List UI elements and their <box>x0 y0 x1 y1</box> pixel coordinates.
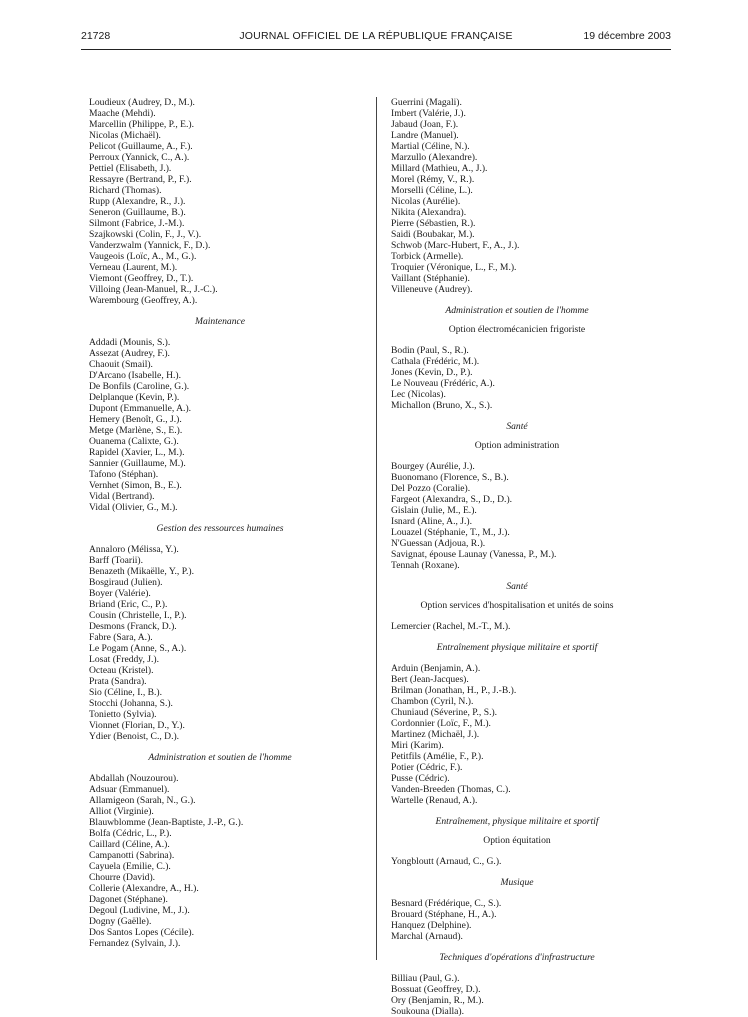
list-item: Warembourg (Geoffrey, A.). <box>89 295 198 306</box>
spacer <box>391 632 643 642</box>
name-list <box>391 345 643 411</box>
list-item: Collerie (Alexandre, A., H.). <box>89 883 199 894</box>
list-item: Cordonnier (Loïc, F., M.). <box>391 718 491 729</box>
list-item: Chourre (David). <box>89 872 156 883</box>
left-column <box>89 97 351 949</box>
list-item: Losat (Freddy, J.). <box>89 654 159 665</box>
list-item: Dupont (Emmanuelle, A.). <box>89 403 192 414</box>
list-item: Wartelle (Renaud, A.). <box>391 795 478 806</box>
section <box>391 632 643 806</box>
list-item: Lemercier (Rachel, M.-T., M.). <box>391 621 511 632</box>
list-item: Fabre (Sara, A.). <box>89 632 153 643</box>
list-item: Annaloro (Mélissa, Y.). <box>89 544 179 555</box>
list-item: Sio (Céline, I., B.). <box>89 687 163 698</box>
page-header <box>81 30 671 44</box>
list-item: Bourgey (Aurélie, J.). <box>391 461 475 472</box>
list-item: Isnard (Aline, A., J.). <box>391 516 472 527</box>
list-item: Delplanque (Kevin, P.). <box>89 392 180 403</box>
name-list <box>89 773 351 949</box>
list-item: Buonomano (Florence, S., B.). <box>391 472 509 483</box>
name-list <box>391 663 643 806</box>
list-item: Silmont (Fabrice, J.-M.). <box>89 218 185 229</box>
list-item: Jones (Kevin, D., P.). <box>391 367 473 378</box>
name-list <box>391 973 643 1017</box>
list-item: Sannier (Guillaume, M.). <box>89 458 186 469</box>
list-item: Pettiel (Elisabeth, J.). <box>89 163 172 174</box>
list-item: Vaillant (Stéphanie). <box>391 273 470 284</box>
name-list <box>89 337 351 513</box>
list-item: Octeau (Kristel). <box>89 665 154 676</box>
list-item: Szajkowski (Colin, F., J., V.). <box>89 229 202 240</box>
section-heading: Administration et soutien de l'homme <box>445 305 589 316</box>
spacer <box>391 846 643 856</box>
list-item: Schwob (Marc-Hubert, F., A., J.). <box>391 240 520 251</box>
section-heading: Techniques d'opérations d'infrastructure <box>439 952 595 963</box>
list-item: Louazel (Stéphanie, T., M., J.). <box>391 527 510 538</box>
list-item: Marzullo (Alexandre). <box>391 152 478 163</box>
section-heading: Santé <box>506 421 528 432</box>
list-item: Barff (Toarii). <box>89 555 144 566</box>
right-intro-list <box>391 97 643 295</box>
list-item: Arduin (Benjamin, A.). <box>391 663 481 674</box>
list-item: Cayuela (Emilie, C.). <box>89 861 171 872</box>
spacer <box>391 316 643 324</box>
list-item: Vidal (Olivier, G., M.). <box>89 502 178 513</box>
section <box>391 867 643 942</box>
list-item: Bodin (Paul, S., R.). <box>391 345 469 356</box>
list-item: Nicolas (Michaël). <box>89 130 161 141</box>
list-item: Hanquez (Delphine). <box>391 920 472 931</box>
publication-date: 19 décembre 2003 <box>583 30 671 42</box>
list-item: N'Guessan (Adjoua, R.). <box>391 538 486 549</box>
list-item: Richard (Thomas). <box>89 185 162 196</box>
spacer <box>391 295 643 305</box>
spacer <box>391 653 643 663</box>
list-item: D'Arcano (Isabelle, H.). <box>89 370 182 381</box>
spacer <box>391 335 643 345</box>
list-item: Potier (Cédric, F.). <box>391 762 463 773</box>
list-item: Briand (Eric, C., P.). <box>89 599 168 610</box>
list-item: Michallon (Bruno, X., S.). <box>391 400 493 411</box>
list-item: Billiau (Paul, G.). <box>391 973 460 984</box>
list-item: Degoul (Ludivine, M., J.). <box>89 905 190 916</box>
list-item: Fernandez (Sylvain, J.). <box>89 938 181 949</box>
section-heading: Entraînement, physique militaire et sportif <box>435 816 599 827</box>
spacer <box>89 513 351 523</box>
list-item: Imbert (Valérie, J.). <box>391 108 466 119</box>
journal-title: JOURNAL OFFICIEL DE LA RÉPUBLIQUE FRANÇAISE <box>239 30 513 42</box>
section <box>89 306 351 513</box>
section <box>391 942 643 1017</box>
list-item: Soukouna (Dialla). <box>391 1006 465 1017</box>
list-item: Savignat, épouse Launay (Vanessa, P., M.). <box>391 549 557 560</box>
list-item: Del Pozzo (Coralie). <box>391 483 471 494</box>
list-item: Miri (Karim). <box>391 740 444 751</box>
list-item: Bosgiraud (Julien). <box>89 577 163 588</box>
spacer <box>391 451 643 461</box>
right-sections <box>391 295 643 1017</box>
list-item: Brouard (Stéphane, H., A.). <box>391 909 497 920</box>
list-item: Cousin (Christelle, I., P.). <box>89 610 187 621</box>
spacer <box>391 963 643 973</box>
list-item: Allamigeon (Sarah, N., G.). <box>89 795 196 806</box>
section-heading: Santé <box>506 581 528 592</box>
list-item: Metge (Marlène, S., E.). <box>89 425 183 436</box>
spacer <box>391 867 643 877</box>
list-item: Loudieux (Audrey, D., M.). <box>89 97 195 108</box>
name-list <box>391 621 643 632</box>
list-item: Verneau (Laurent, M.). <box>89 262 178 273</box>
list-item: Gislain (Julie, M., E.). <box>391 505 477 516</box>
header-rule <box>81 49 671 50</box>
right-column <box>391 97 643 1017</box>
spacer <box>391 806 643 816</box>
spacer <box>391 942 643 952</box>
list-item: Viemont (Geoffrey, D., T.). <box>89 273 194 284</box>
list-item: Millard (Mathieu, A., J.). <box>391 163 488 174</box>
list-item: Morselli (Céline, L.). <box>391 185 473 196</box>
section <box>391 806 643 867</box>
list-item: Brilman (Jonathan, H., P., J.-B.). <box>391 685 517 696</box>
spacer <box>391 592 643 600</box>
list-item: Besnard (Frédérique, C., S.). <box>391 898 502 909</box>
list-item: Maache (Mehdi). <box>89 108 156 119</box>
list-item: Hemery (Benoît, G., J.). <box>89 414 182 425</box>
list-item: Nikita (Alexandra). <box>391 207 467 218</box>
spacer <box>89 763 351 773</box>
list-item: Perroux (Yannick, C., A.). <box>89 152 190 163</box>
spacer <box>391 411 643 421</box>
list-item: Ory (Benjamin, R., M.). <box>391 995 484 1006</box>
list-item: Vanden-Breeden (Thomas, C.). <box>391 784 511 795</box>
list-item: De Bonfils (Caroline, G.). <box>89 381 190 392</box>
list-item: Cathala (Frédéric, M.). <box>391 356 480 367</box>
section-option: Option électromécanicien frigoriste <box>448 324 586 335</box>
section <box>391 295 643 411</box>
list-item: Pierre (Sébastien, R.). <box>391 218 476 229</box>
section-heading: Maintenance <box>194 316 246 327</box>
list-item: Torbick (Armelle). <box>391 251 464 262</box>
section <box>391 411 643 571</box>
list-item: Vaugeois (Loïc, A., M., G.). <box>89 251 197 262</box>
column-divider <box>376 97 377 960</box>
list-item: Dos Santos Lopes (Cécile). <box>89 927 194 938</box>
list-item: Guerrini (Magali). <box>391 97 462 108</box>
section-heading: Gestion des ressources humaines <box>156 523 284 534</box>
list-item: Bert (Jean-Jacques). <box>391 674 469 685</box>
spacer <box>391 611 643 621</box>
list-item: Petitfils (Amélie, F., P.). <box>391 751 484 762</box>
list-item: Pusse (Cédric). <box>391 773 450 784</box>
list-item: Assezat (Audrey, F.). <box>89 348 170 359</box>
list-item: Morel (Rémy, V., R.). <box>391 174 475 185</box>
list-item: Lec (Nicolas). <box>391 389 446 400</box>
list-item: Vernhet (Simon, B., E.). <box>89 480 182 491</box>
list-item: Boyer (Valérie). <box>89 588 151 599</box>
list-item: Vidal (Bertrand). <box>89 491 155 502</box>
list-item: Blauwblomme (Jean-Baptiste, J.-P., G.). <box>89 817 244 828</box>
name-list <box>391 898 643 942</box>
list-item: Marcellin (Philippe, P., E.). <box>89 119 194 130</box>
list-item: Tonietto (Sylvia). <box>89 709 157 720</box>
list-item: Ydier (Benoist, C., D.). <box>89 731 180 742</box>
name-list <box>89 544 351 742</box>
section-option: Option administration <box>474 440 560 451</box>
section-option: Option services d'hospitalisation et unités de soins <box>420 600 614 611</box>
spacer <box>89 534 351 544</box>
list-item: Tafono (Stéphan). <box>89 469 159 480</box>
section <box>391 571 643 632</box>
list-item: Addadi (Mounis, S.). <box>89 337 171 348</box>
section <box>89 513 351 742</box>
list-item: Stocchi (Johanna, S.). <box>89 698 173 709</box>
list-item: Saidi (Boubakar, M.). <box>391 229 475 240</box>
list-item: Jabaud (Joan, F.). <box>391 119 459 130</box>
spacer <box>89 742 351 752</box>
section-heading: Musique <box>500 877 534 888</box>
list-item: Vanderzwalm (Yannick, F., D.). <box>89 240 211 251</box>
left-intro-list <box>89 97 351 306</box>
list-item: Vionnet (Florian, D., Y.). <box>89 720 185 731</box>
spacer <box>89 327 351 337</box>
list-item: Bossuat (Geoffrey, D.). <box>391 984 481 995</box>
list-item: Marchal (Arnaud). <box>391 931 463 942</box>
section-heading: Administration et soutien de l'homme <box>148 752 292 763</box>
list-item: Fargeot (Alexandra, S., D., D.). <box>391 494 513 505</box>
list-item: Rapidel (Xavier, L., M.). <box>89 447 185 458</box>
list-item: Caillard (Céline, A.). <box>89 839 170 850</box>
list-item: Villeneuve (Audrey). <box>391 284 473 295</box>
section <box>89 742 351 949</box>
list-item: Troquier (Véronique, L., F., M.). <box>391 262 517 273</box>
list-item: Le Pogam (Anne, S., A.). <box>89 643 187 654</box>
list-item: Ouanema (Calixte, G.). <box>89 436 179 447</box>
spacer <box>89 306 351 316</box>
spacer <box>391 571 643 581</box>
list-item: Villoing (Jean-Manuel, R., J.-C.). <box>89 284 218 295</box>
spacer <box>391 888 643 898</box>
list-item: Adsuar (Emmanuel). <box>89 784 170 795</box>
section-heading: Entraînement physique militaire et sportif <box>436 642 598 653</box>
spacer <box>391 432 643 440</box>
list-item: Martial (Céline, N.). <box>391 141 470 152</box>
list-item: Pelicot (Guillaume, A., F.). <box>89 141 193 152</box>
list-item: Chuniaud (Séverine, P., S.). <box>391 707 498 718</box>
list-item: Ressayre (Bertrand, P., F.). <box>89 174 192 185</box>
section-option: Option équitation <box>483 835 551 846</box>
list-item: Seneron (Guillaume, B.). <box>89 207 186 218</box>
list-item: Landre (Manuel). <box>391 130 459 141</box>
spacer <box>391 827 643 835</box>
list-item: Tennah (Roxane). <box>391 560 460 571</box>
list-item: Nicolas (Aurélie). <box>391 196 461 207</box>
list-item: Desmons (Franck, D.). <box>89 621 177 632</box>
list-item: Yongbloutt (Arnaud, C., G.). <box>391 856 502 867</box>
list-item: Dogny (Gaëlle). <box>89 916 152 927</box>
list-item: Prata (Sandra). <box>89 676 147 687</box>
list-item: Campanotti (Sabrina). <box>89 850 175 861</box>
list-item: Alliot (Virginie). <box>89 806 154 817</box>
list-item: Abdallah (Nouzourou). <box>89 773 179 784</box>
list-item: Chaouit (Smail). <box>89 359 153 370</box>
list-item: Martinez (Michaël, J.). <box>391 729 480 740</box>
list-item: Chambon (Cyril, N.). <box>391 696 474 707</box>
name-list <box>391 856 643 867</box>
left-sections <box>89 306 351 949</box>
list-item: Benazeth (Mikaëlle, Y., P.). <box>89 566 194 577</box>
name-list <box>391 461 643 571</box>
page-number: 21728 <box>81 30 111 42</box>
list-item: Le Nouveau (Frédéric, A.). <box>391 378 495 389</box>
list-item: Rupp (Alexandre, R., J.). <box>89 196 186 207</box>
list-item: Bolfa (Cédric, L., P.). <box>89 828 172 839</box>
list-item: Dagonet (Stéphane). <box>89 894 168 905</box>
